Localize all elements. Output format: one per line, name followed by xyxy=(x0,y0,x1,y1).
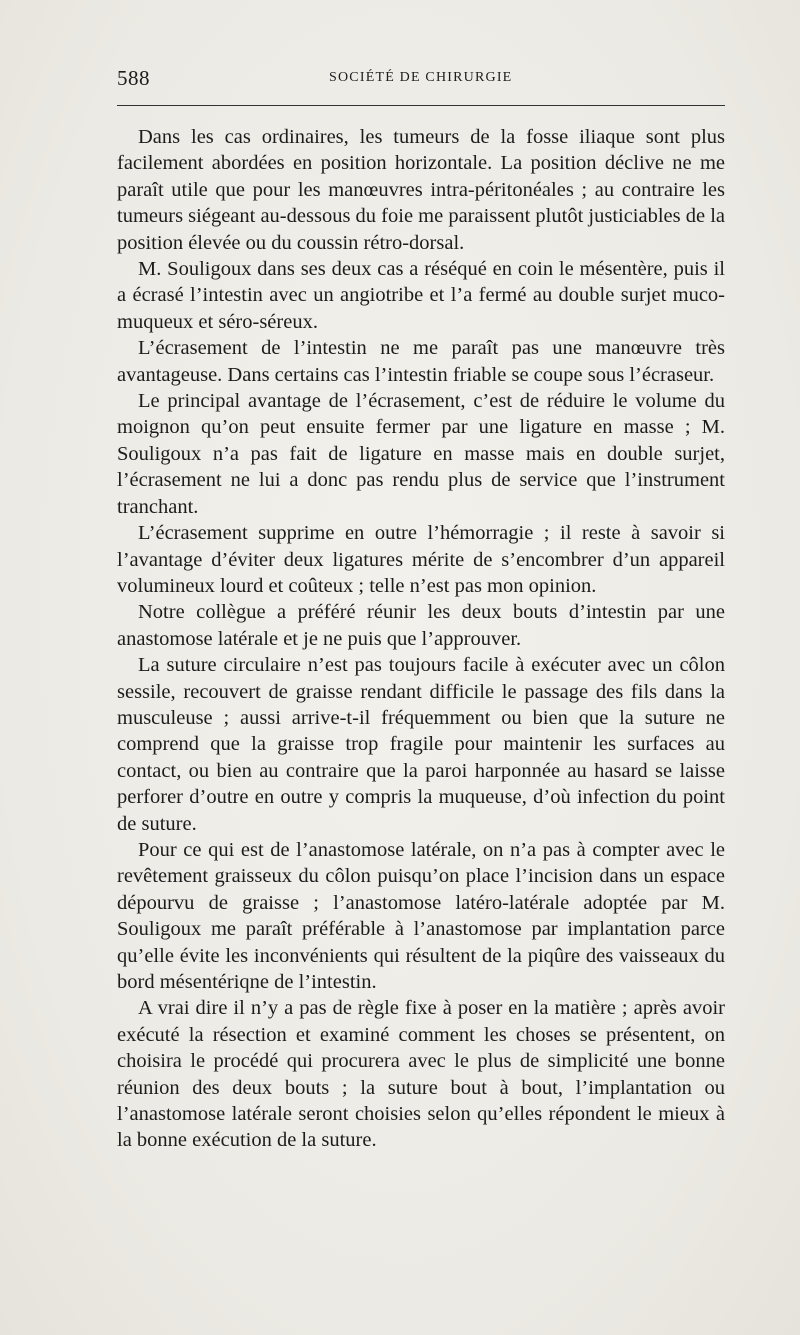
header-rule xyxy=(117,105,725,106)
paragraph: Notre collègue a préféré réunir les deux bouts d’intestin par une anastomose latérale et je ne puis que l’approuver. xyxy=(117,601,725,650)
paragraph: L’écrasement de l’intestin ne me paraît pas une manœuvre très avantageuse. Dans certains cas l’intestin friable se coupe sous l’écraseur. xyxy=(117,337,725,386)
page-header xyxy=(117,66,725,96)
paragraph: Le principal avantage de l’écrasement, c’est de réduire le volume du moignon qu’on peut ensuite fermer par une ligature en masse ; M. Souligoux n’a pas fait de ligature en masse mais en double surjet, l’écrasement ne lui a donc pas rendu plus de service que l’instrument tranchant. xyxy=(117,390,725,518)
paragraph: M. Souligoux dans ses deux cas a réséqué en coin le mésentère, puis il a écrasé l’intestin avec un angiotribe et l’a fermé au double surjet muco-muqueux et séro-séreux. xyxy=(117,258,725,333)
paragraph: A vrai dire il n’y a pas de règle fixe à poser en la matière ; après avoir exécuté la résection et examiné comment les choses se présentent, on choisira le procédé qui procurera avec le plus de simplicité une bonne réunion des deux bouts ; la suture bout à bout, l’implantation ou l’anastomose latérale seront choisies selon qu’elles répondent le mieux à la bonne exécution de la suture. xyxy=(117,997,725,1152)
running-title: SOCIÉTÉ DE CHIRURGIE xyxy=(329,70,513,85)
paragraph: L’écrasement supprime en outre l’hémorragie ; il reste à savoir si l’avantage d’éviter deux ligatures mérite de s’encombrer d’un appareil volumineux lourd et coûteux ; telle n’est pas mon opinion. xyxy=(117,522,725,597)
page-number: 588 xyxy=(117,66,150,90)
paragraph: Dans les cas ordinaires, les tumeurs de la fosse iliaque sont plus facilement abordées en position horizontale. La position déclive ne me paraît utile que pour les manœuvres intra-péritonéales ; au contraire les tumeurs siégeant au-dessous du foie me paraissent plutôt justiciables de la position élevée ou du coussin rétro-dorsal. xyxy=(117,126,726,254)
paragraph: Pour ce qui est de l’anastomose latérale, on n’a pas à compter avec le revêtement graisseux du côlon puisqu’on place l’incision dans un espace dépourvu de graisse ; l’anastomose latéro-latérale adoptée par M. Souligoux me paraît préférable à l’anastomose par implantation parce qu’elle évite les inconvénients qui résultent de la piqûre des vaisseaux du bord mésentériqne de l’intestin. xyxy=(117,838,725,993)
body-text xyxy=(117,124,725,1154)
paragraph: La suture circulaire n’est pas toujours facile à exécuter avec un côlon sessile, recouvert de graisse rendant difficile le passage des fils dans la musculeuse ; aussi arrive-t-il fréquemment ou bien que la suture ne comprend que la graisse trop fragile pour maintenir les surfaces au contact, ou bien au contraire que la paroi harponnée au hasard se laisse perforer d’outre en outre y compris la muqueuse, d’où infection du point de suture. xyxy=(117,654,725,835)
